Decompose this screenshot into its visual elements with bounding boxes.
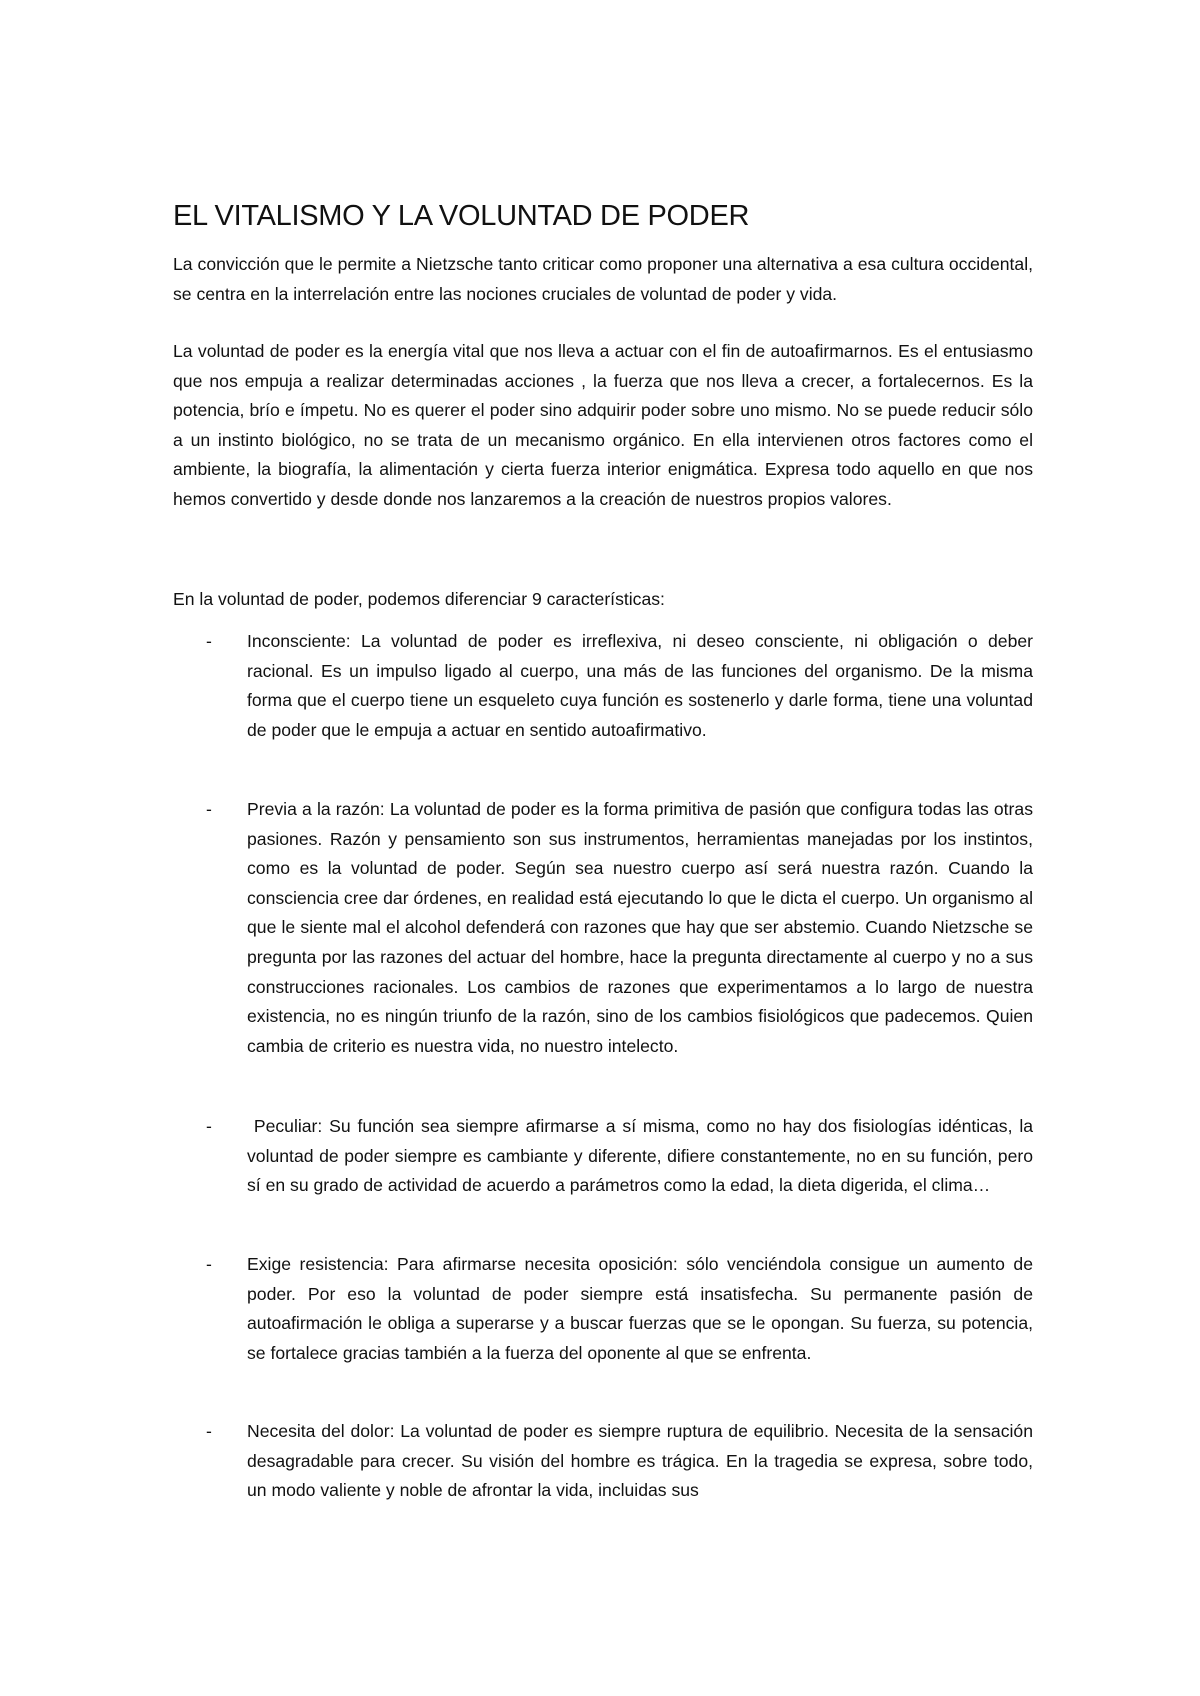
bullet-marker: - — [206, 1116, 212, 1136]
paragraph-characteristics-intro: En la voluntad de poder, podemos diferenciar 9 características: — [173, 589, 665, 609]
document-title: EL VITALISMO Y LA VOLUNTAD DE PODER — [173, 200, 750, 232]
bullet-marker: - — [206, 799, 212, 819]
list-item-text: Inconsciente: La voluntad de poder es irreflexiva, ni deseo consciente, ni obligación o deber racional. Es un impulso ligado al cuerpo, una más de las funciones del organismo. De la misma forma que el cuerpo tiene un esqueleto cuya función es sostenerlo y darle forma, tiene una voluntad de poder que le empuja a actuar en sentido autoafirmativo. — [247, 631, 1033, 740]
paragraph-definition: La voluntad de poder es la energía vital que nos lleva a actuar con el fin de autoafirmarnos. Es el entusiasmo que nos empuja a realizar determinadas acciones , la fuerza que nos lleva a crecer, a fortalecernos. Es la potencia, brío e ímpetu. No es querer el poder sino adquirir poder sobre uno mismo. No se puede reducir sólo a un instinto biológico, no se trata de un mecanismo orgánico. En ella intervienen otros factores como el ambiente, la biografía, la alimentación y cierta fuerza interior enigmática. Expresa todo aquello en que nos hemos convertido y desde donde nos lanzaremos a la creación de nuestros propios valores. — [173, 341, 1033, 509]
bullet-marker: - — [206, 1254, 212, 1274]
list-item-text: Previa a la razón: La voluntad de poder es la forma primitiva de pasión que configura todas las otras pasiones. Razón y pensamiento son sus instrumentos, herramientas manejadas por los instintos, como es la voluntad de poder. Según sea nuestro cuerpo así será nuestra razón. Cuando la consciencia cree dar órdenes, en realidad está ejecutando lo que le dicta el cuerpo. Un organismo al que le siente mal el alcohol defenderá con razones que hay que ser abstemio. Cuando Nietzsche se pregunta por las razones del actuar del hombre, hace la pregunta directamente al cuerpo y no a sus construcciones racionales. Los cambios de razones que experimentamos a lo largo de nuestra existencia, no es ningún triunfo de la razón, sino de los cambios fisiológicos que padecemos. Quien cambia de criterio es nuestra vida, no nuestro intelecto. — [247, 799, 1033, 1056]
bullet-marker: - — [206, 631, 212, 651]
list-item-text: Exige resistencia: Para afirmarse necesita oposición: sólo venciéndola consigue un aumento de poder. Por eso la voluntad de poder siempre está insatisfecha. Su permanente pasión de autoafirmación le obliga a superarse y a buscar fuerzas que se le opongan. Su fuerza, su potencia, se fortalece gracias también a la fuerza del oponente al que se enfrenta. — [247, 1254, 1033, 1363]
list-item-text: Necesita del dolor: La voluntad de poder es siempre ruptura de equilibrio. Necesita de la sensación desagradable para crecer. Su visión del hombre es trágica. En la tragedia se expresa, sobre todo, un modo valiente y noble de afrontar la vida, incluidas sus — [247, 1421, 1033, 1501]
list-item-text: Peculiar: Su función sea siempre afirmarse a sí misma, como no hay dos fisiologías idénticas, la voluntad de poder siempre es cambiante y diferente, difiere constantemente, no en su función, pero sí en su grado de actividad de acuerdo a parámetros como la edad, la dieta digerida, el clima… — [247, 1116, 1038, 1196]
bullet-marker: - — [206, 1421, 212, 1441]
paragraph-intro: La convicción que le permite a Nietzsche tanto criticar como proponer una alternativa a esa cultura occidental, se centra en la interrelación entre las nociones cruciales de voluntad de poder y vida. — [173, 254, 1033, 304]
